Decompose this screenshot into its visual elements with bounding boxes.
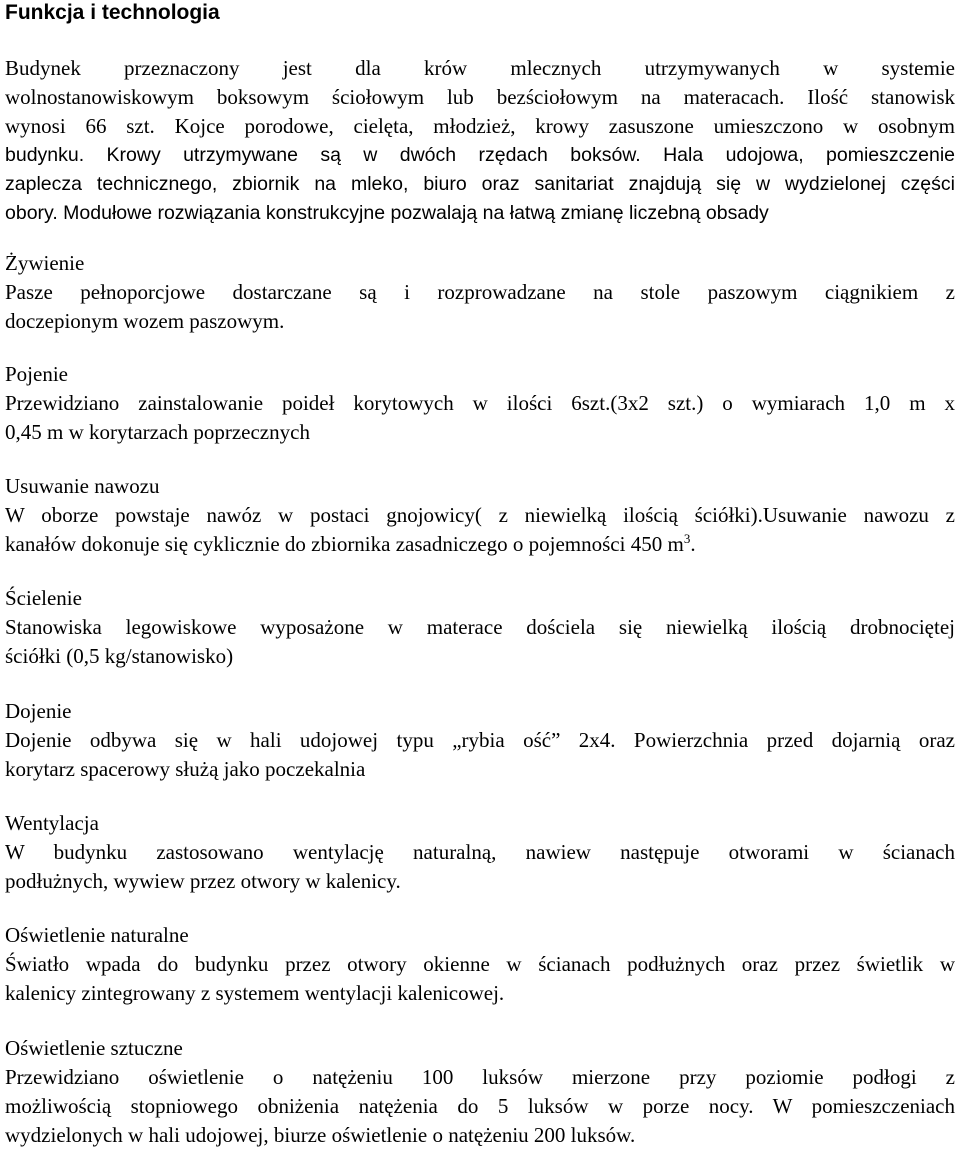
page-title: Funkcja i technologia	[5, 1, 220, 24]
section-line: kalenicy zintegrowany z systemem wentylacji kalenicowej.	[5, 981, 505, 1005]
section-line: W oborze powstaje nawóz w postaci gnojowicy( z niewielką ilością ściółki).Usuwanie nawozu z	[5, 503, 955, 527]
intro-paragraph	[5, 54, 955, 228]
section-oswietlenie-naturalne	[5, 921, 955, 1008]
superscript: 3	[683, 531, 691, 546]
section-oswietlenie-sztuczne	[5, 1034, 955, 1150]
section-line-with-superscript	[5, 530, 955, 559]
section-heading: Oświetlenie naturalne	[5, 923, 189, 947]
section-line: wydzielonych w hali udojowej, biurze oświetlenie o natężeniu 200 luksów.	[5, 1123, 636, 1147]
section-heading: Wentylacja	[5, 811, 99, 835]
section-heading: Ścielenie	[5, 586, 82, 610]
line-end: .	[690, 532, 696, 556]
section-line: 0,45 m w korytarzach poprzecznych	[5, 420, 310, 444]
section-heading: Usuwanie nawozu	[5, 474, 160, 498]
intro-line-1: Budynek przeznaczony jest dla krów mlecznych utrzymywanych w systemie	[5, 56, 955, 80]
section-line: doczepionym wozem paszowym.	[5, 309, 285, 333]
section-scielenie	[5, 584, 955, 671]
section-line: Przewidziano oświetlenie o natężeniu 100 luksów mierzone przy poziomie podłogi z	[5, 1065, 955, 1089]
section-line: Przewidziano zainstalowanie poideł korytowych w ilości 6szt.(3x2 szt.) o wymiarach 1,0 m x	[5, 391, 955, 415]
section-line: Pasze pełnoporcjowe dostarczane są i rozprowadzane na stole paszowym ciągnikiem z	[5, 280, 955, 304]
intro-line-4: budynku. Krowy utrzymywane są w dwóch rzędach boksów. Hala udojowa, pomieszczenie	[5, 144, 955, 166]
section-line: podłużnych, wywiew przez otwory w kalenicy.	[5, 869, 401, 893]
line-text: kanałów dokonuje się cyklicznie do zbiornika zasadniczego o pojemności 450 m	[5, 532, 684, 556]
section-line: Dojenie odbywa się w hali udojowej typu „rybia ość” 2x4. Powierzchnia przed dojarnią oraz	[5, 728, 955, 752]
section-heading: Żywienie	[5, 251, 85, 275]
section-line: Stanowiska legowiskowe wyposażone w materace dościela się niewielką ilością drobnociętej	[5, 615, 955, 639]
section-wentylacja	[5, 809, 955, 896]
section-zywienie	[5, 249, 955, 336]
section-line: W budynku zastosowano wentylację naturalną, nawiew następuje otworami w ścianach	[5, 840, 955, 864]
section-heading: Dojenie	[5, 699, 72, 723]
section-line: możliwością stopniowego obniżenia natężenia do 5 luksów w porze nocy. W pomieszczeniach	[5, 1094, 955, 1118]
section-usuwanie-nawozu	[5, 472, 955, 559]
intro-line-6: obory. Modułowe rozwiązania konstrukcyjne pozwalają na łatwą zmianę liczebną obsady	[5, 202, 769, 224]
section-heading: Pojenie	[5, 362, 68, 386]
section-heading: Oświetlenie sztuczne	[5, 1036, 183, 1060]
section-dojenie	[5, 697, 955, 784]
intro-line-5: zaplecza technicznego, zbiornik na mleko, biuro oraz sanitariat znajdują się w wydzielonej części	[5, 173, 955, 195]
section-line: korytarz spacerowy służą jako poczekalnia	[5, 757, 366, 781]
intro-line-3: wynosi 66 szt. Kojce porodowe, cielęta, młodzież, krowy zasuszone umieszczono w osobnym	[5, 114, 955, 138]
intro-line-2: wolnostanowiskowym boksowym ściołowym lub bezściołowym na materacach. Ilość stanowisk	[5, 85, 955, 109]
section-line: ściółki (0,5 kg/stanowisko)	[5, 644, 234, 668]
section-pojenie	[5, 360, 955, 447]
section-line: Światło wpada do budynku przez otwory okienne w ścianach podłużnych oraz przez świetlik w	[5, 952, 955, 976]
